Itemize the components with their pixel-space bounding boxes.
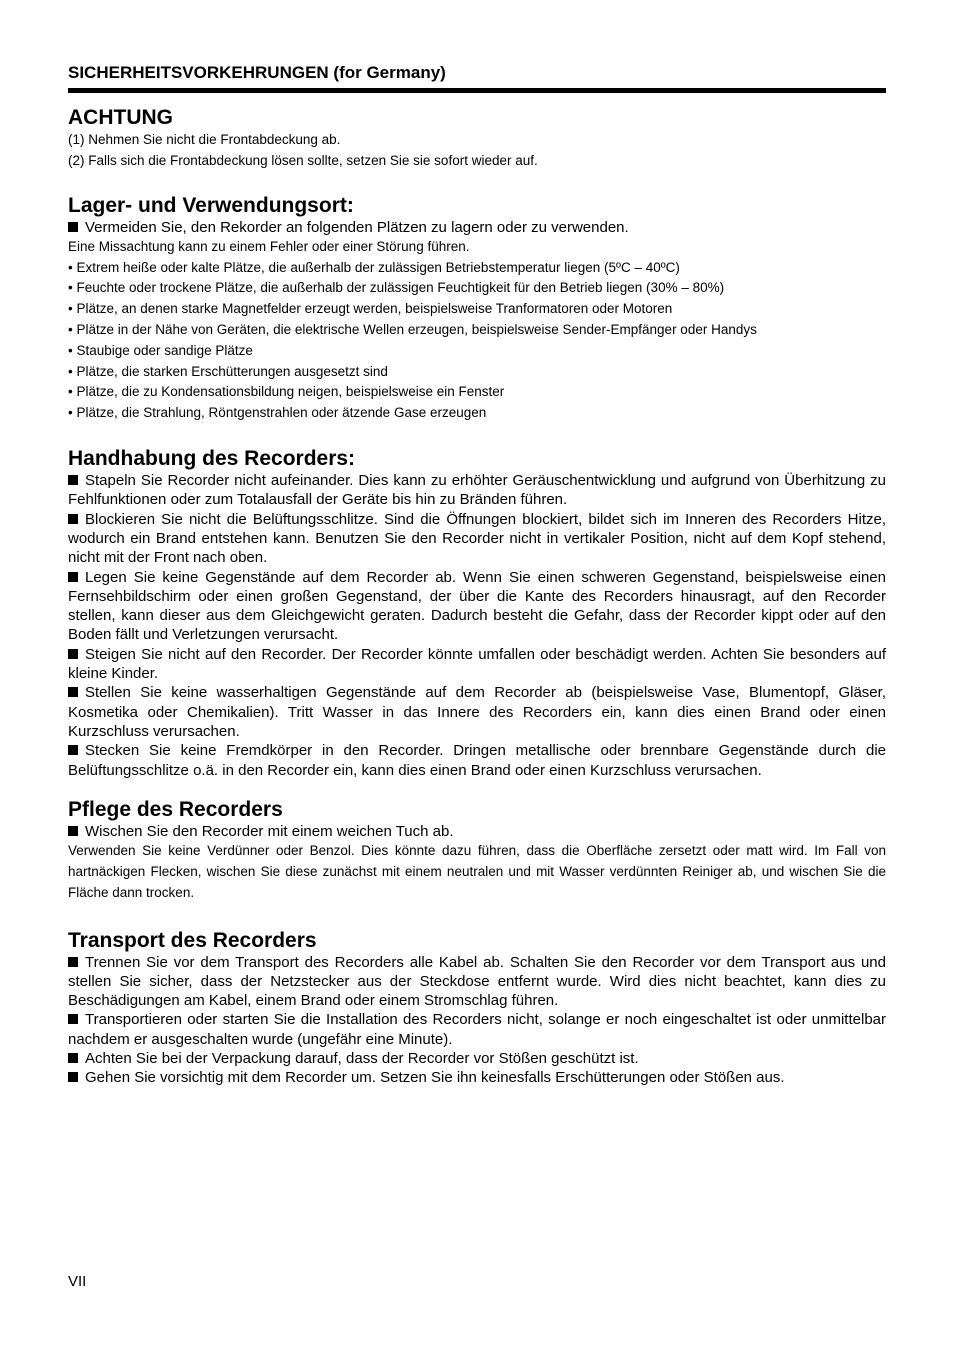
square-bullet-icon (68, 826, 78, 836)
lead-text: Wischen Sie den Recorder mit einem weichen Tuch ab. (85, 822, 454, 840)
paragraph-text: Stapeln Sie Recorder nicht aufeinander. Dies kann zu erhöhter Geräuschentwicklung und aufgrund von Überhitzung zu Fehlfunktionen oder zum Totalausfall der Geräte bis hin zu Bränden führen. (68, 472, 886, 509)
page-number: VII (68, 1273, 87, 1290)
square-bullet-icon (68, 1053, 78, 1063)
paragraph (68, 510, 886, 568)
list-item: • Plätze, an denen starke Magnetfelder erzeugt werden, beispielsweise Tranformatoren oder Motoren (68, 301, 673, 317)
square-bullet-icon (68, 514, 78, 524)
paragraph (68, 1068, 886, 1087)
square-bullet-icon (68, 649, 78, 659)
paragraph-text: Blockieren Sie nicht die Belüftungsschlitze. Sind die Öffnungen blockiert, bildet sich im Inneren des Recorders Hitze, wodurch ein Brand entstehen kann. Benutzen Sie den Recorder nicht in vertikaler Position, nicht auf dem Kopf stehend, nicht mit der Front nach oben. (68, 510, 886, 567)
page-title: SICHERHEITSVORKEHRUNGEN (for Germany) (68, 63, 446, 82)
paragraph (68, 645, 886, 684)
section-care (68, 798, 886, 904)
paragraph (68, 741, 886, 780)
note-text: Verwenden Sie keine Verdünner oder Benzol. Dies könnte dazu führen, dass die Oberfläche zersetzt oder matt wird. Im Fall von hartnäckigen Flecken, wischen Sie diese zunächst mit einem neutralen und mit Wasser verdünnten Reiniger ab, und wischen Sie die Fläche dann trocken. (68, 843, 886, 900)
paragraph-text: Steigen Sie nicht auf den Recorder. Der Recorder könnte umfallen oder beschädigt werden. Achten Sie besonders auf kleine Kinder. (68, 645, 886, 683)
list-item: • Feuchte oder trockene Plätze, die außerhalb der zulässigen Feuchtigkeit für den Betrieb liegen (30% – 80%) (68, 280, 725, 296)
section-storage-location (68, 194, 886, 424)
paragraph (68, 568, 886, 645)
paragraph (68, 1049, 886, 1068)
list-item: (2) Falls sich die Frontabdeckung lösen sollte, setzen Sie sie sofort wieder auf. (68, 152, 538, 168)
note-text: Eine Missachtung kann zu einem Fehler oder einer Störung führen. (68, 238, 470, 254)
paragraph-text: Achten Sie bei der Verpackung darauf, dass der Recorder vor Stößen geschützt ist. (85, 1049, 639, 1067)
square-bullet-icon (68, 1072, 78, 1082)
section-achtung (68, 106, 886, 172)
list-item: • Plätze in der Nähe von Geräten, die elektrische Wellen erzeugen, beispielsweise Sender-Empfänger oder Handys (68, 322, 757, 338)
paragraph (68, 683, 886, 741)
list-item: • Staubige oder sandige Plätze (68, 342, 253, 358)
section-heading: ACHTUNG (68, 106, 173, 129)
square-bullet-icon (68, 687, 78, 697)
square-bullet-icon (68, 572, 78, 582)
document-page (68, 62, 886, 1088)
square-bullet-icon (68, 957, 78, 967)
section-heading: Handhabung des Recorders: (68, 447, 356, 471)
section-heading: Lager- und Verwendungsort: (68, 193, 354, 217)
list-item: • Plätze, die Strahlung, Röntgenstrahlen oder ätzende Gase erzeugen (68, 405, 487, 421)
title-rule (68, 88, 886, 93)
section-handling (68, 447, 886, 780)
square-bullet-icon (68, 1014, 78, 1024)
square-bullet-icon (68, 745, 78, 755)
paragraph-text: Stecken Sie keine Fremdkörper in den Recorder. Dringen metallische oder brennbare Gegenstände durch die Belüftungsschlitze o.ä. in den Recorder ein, kann dies einen Brand oder einen Kurzschluss verursachen. (68, 742, 886, 779)
square-bullet-icon (68, 222, 78, 232)
section-transport (68, 929, 886, 1088)
list-item: • Plätze, die zu Kondensationsbildung neigen, beispielsweise ein Fenster (68, 384, 505, 400)
lead-text: Vermeiden Sie, den Rekorder an folgenden Plätzen zu lagern oder zu verwenden. (85, 218, 629, 236)
paragraph-text: Legen Sie keine Gegenstände auf dem Recorder ab. Wenn Sie einen schweren Gegenstand, beispielsweise einen Fernsehbildschirm oder einen großen Gegenstand, der über die Kante des Recorders hinausragt, auf den Recorder stellen, kann dieser aus dem Gleichgewicht geraten. Dadurch besteht die Gefahr, dass der Recorder kippt oder auf den Boden fällt und Verletzungen verursacht. (68, 568, 886, 644)
paragraph-text: Trennen Sie vor dem Transport des Recorders alle Kabel ab. Schalten Sie den Recorder vor dem Transport aus und stellen Sie sicher, dass der Netzstecker aus der Steckdose entfernt wurde. Wird dies nicht beachtet, kann dies zu Beschädigungen am Kabel, einem Brand oder einem Stromschlag führen. (68, 953, 886, 1010)
lead-paragraph (68, 218, 886, 237)
paragraph-text: Stellen Sie keine wasserhaltigen Gegenstände auf dem Recorder ab (beispielsweise Vase, Blumentopf, Gläser, Kosmetika oder Chemikalien). Tritt Wasser in das Innere des Recorders ein, kann dies einen Brand oder einen Kurzschluss verursachen. (68, 684, 886, 740)
list-item: • Extrem heiße oder kalte Plätze, die außerhalb der zulässigen Betriebstemperatur liegen (5ºC – 40ºC) (68, 259, 680, 275)
lead-paragraph (68, 822, 886, 841)
paragraph-text: Gehen Sie vorsichtig mit dem Recorder um. Setzen Sie ihn keinesfalls Erschütterungen oder Stößen aus. (85, 1069, 785, 1087)
section-heading: Transport des Recorders (68, 928, 317, 952)
square-bullet-icon (68, 475, 78, 485)
section-heading: Pflege des Recorders (68, 797, 283, 821)
paragraph (68, 1010, 886, 1049)
paragraph-text: Transportieren oder starten Sie die Installation des Recorders nicht, solange er noch eingeschaltet ist oder unmittelbar nachdem er ausgeschalten wurde (ungefähr eine Minute). (68, 1011, 886, 1048)
paragraph (68, 953, 886, 1011)
paragraph (68, 471, 886, 510)
list-item: • Plätze, die starken Erschütterungen ausgesetzt sind (68, 363, 388, 379)
list-item: (1) Nehmen Sie nicht die Frontabdeckung ab. (68, 132, 341, 147)
